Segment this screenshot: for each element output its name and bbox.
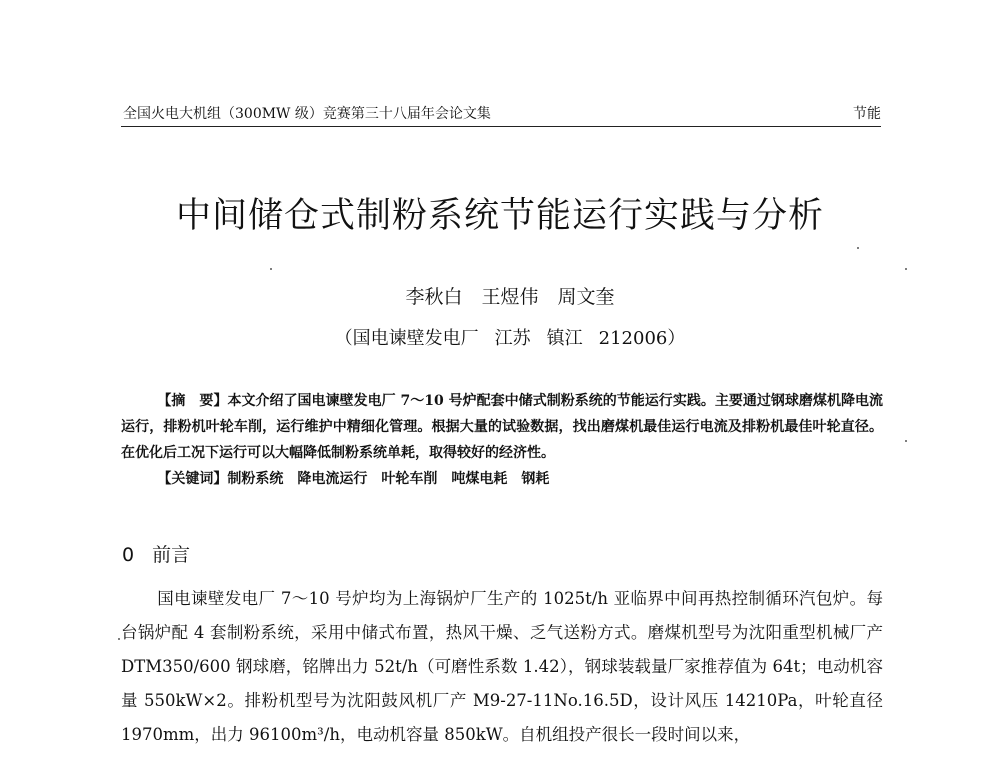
scan-speck [905, 440, 907, 442]
section-number: 0 [122, 544, 135, 566]
affiliation-org: （国电谏壁发电厂 [334, 328, 479, 349]
body-paragraph: 国电谏壁发电厂 7～10 号炉均为上海锅炉厂生产的 1025t/h 亚临界中间再热控制循环汽包炉。每台锅炉配 4 套制粉系统，采用中储式布置，热风干燥、乏气送粉方式。磨煤机型号为沈阳重型机械厂产 DTM350/600 钢球磨，铭牌出力 52t/h（可磨性系数 1.42），钢球装载量厂家推荐值为 64t；电动机容量 550kW×2。排粉机型号为沈阳鼓风机厂产 M9-27-11No.16.5D，设计风压 14210Pa，叶轮直径 1970mm，出力 96100m³/h，电动机容量 850kW。自机组投产很长一段时间以来， [121, 589, 883, 744]
keyword: 叶轮车削 [381, 471, 438, 487]
body-text [121, 582, 883, 752]
abstract-text: 本文介绍了国电谏壁发电厂 7～10 号炉配套中储式制粉系统的节能运行实践。主要通过钢球磨煤机降电流运行，排粉机叶轮车削，运行维护中精细化管理。根据大量的试验数据，找出磨煤机最佳运行电流及排粉机最佳叶轮直径。在优化后工况下运行可以大幅降低制粉系统单耗，取得较好的经济性。 [121, 393, 883, 461]
abstract-block [121, 388, 883, 492]
scan-speck [270, 268, 272, 270]
abstract-label: 【摘 要】 [157, 393, 228, 409]
affiliation-zip: 212006） [598, 328, 686, 349]
header-section-label: 节能 [853, 106, 881, 122]
affiliation-province: 江苏 [494, 328, 531, 349]
affiliation [10, 324, 1000, 350]
keyword: 吨煤电耗 [451, 471, 508, 487]
running-header [121, 104, 881, 127]
paper-title: 中间储仓式制粉系统节能运行实践与分析 [175, 196, 824, 236]
keyword: 制粉系统 [227, 471, 284, 487]
section-heading [122, 540, 190, 567]
keyword: 钢耗 [521, 471, 550, 487]
scan-speck [857, 247, 859, 249]
scan-speck [905, 268, 907, 270]
keywords-label: 【关键词】 [157, 471, 228, 487]
keyword: 降电流运行 [297, 471, 368, 487]
affiliation-city: 镇江 [546, 328, 583, 349]
abstract-paragraph [121, 388, 883, 466]
header-proceedings-title: 全国火电大机组（300MW 级）竞赛第三十八届年会论文集 [123, 106, 491, 122]
keywords-line [121, 466, 883, 492]
authors: 李秋白 王煜伟 周文奎 [405, 286, 615, 308]
scan-speck [118, 638, 120, 640]
section-title: 前言 [152, 544, 191, 566]
